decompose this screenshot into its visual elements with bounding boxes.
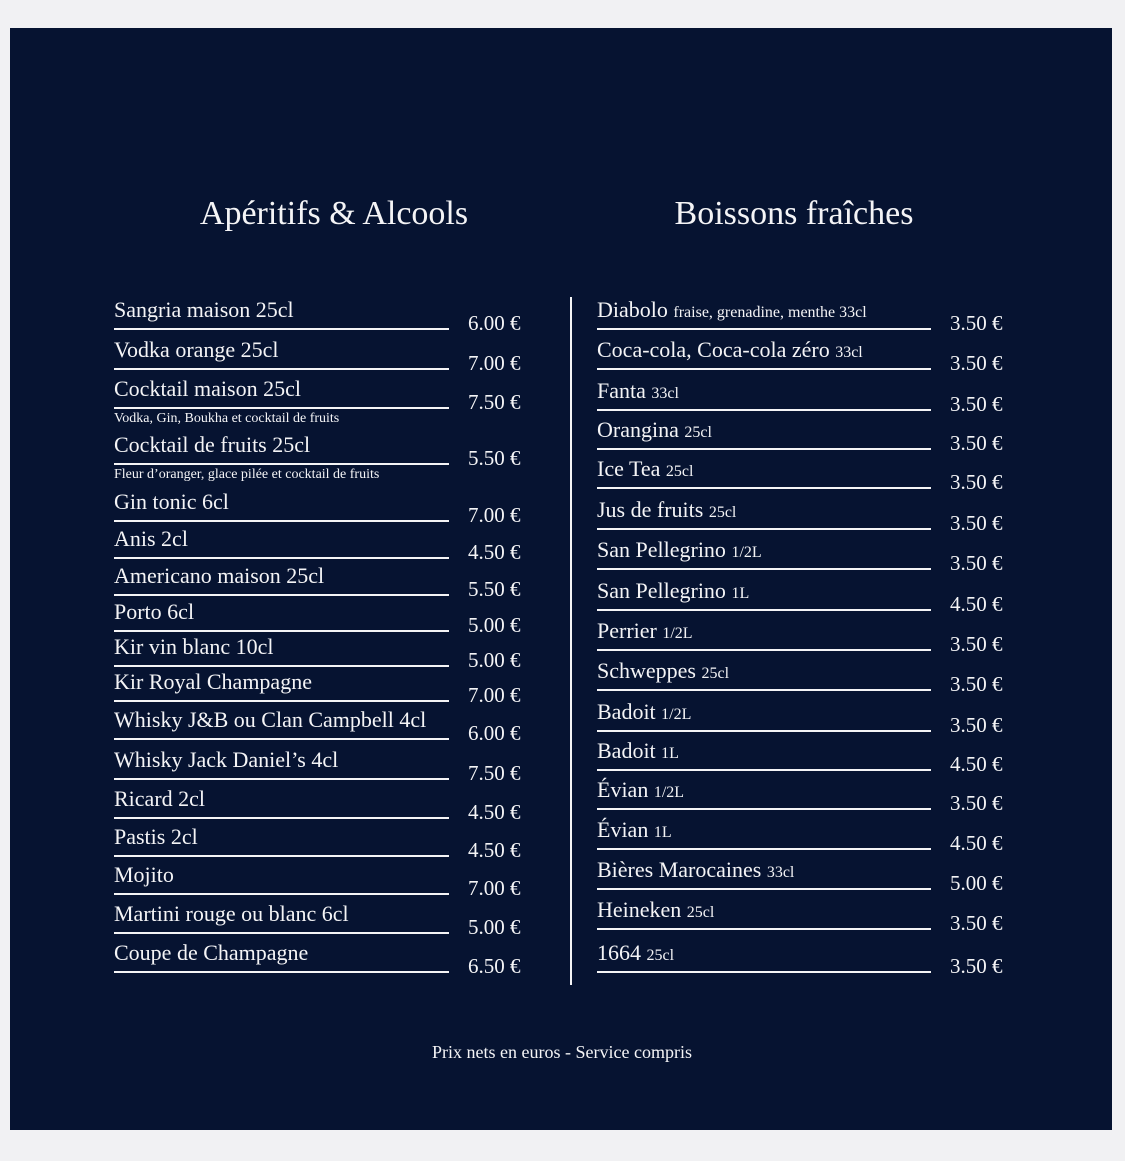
item-name [597, 497, 736, 523]
item-underline [114, 368, 449, 370]
item-name [114, 563, 324, 589]
item-name-text: San Pellegrino [597, 537, 726, 562]
item-price: 3.50 € [950, 713, 1003, 737]
item-name-text: Bières Marocaines [597, 857, 762, 882]
item-name-text: San Pellegrino [597, 578, 726, 603]
item-note: Vodka, Gin, Boukha et cocktail de fruits [114, 411, 340, 426]
item-name-text: 1664 [597, 940, 641, 965]
item-name-text: Cocktail de fruits 25cl [114, 432, 311, 457]
item-underline [597, 448, 931, 450]
item-name-text: Schweppes [597, 658, 696, 683]
item-underline [597, 971, 931, 973]
item-underline [597, 649, 931, 651]
item-name-text: Vodka orange 25cl [114, 337, 279, 362]
item-price: 3.50 € [950, 351, 1003, 375]
item-underline [114, 407, 449, 409]
item-name-text: Martini rouge ou blanc 6cl [114, 901, 349, 926]
item-price: 5.50 € [468, 446, 521, 470]
item-name-text: Fanta [597, 378, 646, 403]
item-underline [597, 928, 931, 930]
item-detail: 1L [653, 824, 672, 841]
item-detail: fraise, grenadine, menthe 33cl [673, 304, 867, 321]
item-underline [597, 769, 931, 771]
item-price: 3.50 € [950, 791, 1003, 815]
item-name [597, 658, 729, 684]
item-price: 3.50 € [950, 431, 1003, 455]
item-name-text: Heineken [597, 897, 682, 922]
item-price: 7.00 € [468, 683, 521, 707]
item-underline [597, 409, 931, 411]
item-price: 5.00 € [468, 648, 521, 672]
item-name-text: Perrier [597, 618, 657, 643]
item-underline [114, 817, 449, 819]
item-name-text: Ricard 2cl [114, 786, 206, 811]
item-price: 4.50 € [468, 838, 521, 862]
item-name-text: Porto 6cl [114, 599, 195, 624]
item-underline [597, 368, 931, 370]
item-underline [114, 520, 449, 522]
item-detail: 25cl [684, 424, 712, 441]
item-name-text: Coupe de Champagne [114, 940, 309, 965]
item-price: 7.50 € [468, 390, 521, 414]
item-underline [114, 328, 449, 330]
item-name-text: Whisky Jack Daniel’s 4cl [114, 747, 339, 772]
item-underline [597, 609, 931, 611]
item-price: 4.50 € [950, 752, 1003, 776]
item-detail: 33cl [766, 864, 795, 881]
item-name [114, 862, 174, 888]
item-underline [597, 328, 931, 330]
item-underline [114, 893, 449, 895]
item-underline [114, 665, 449, 667]
item-underline [597, 848, 931, 850]
item-name-text: Whisky J&B ou Clan Campbell 4cl [114, 707, 427, 732]
item-price: 5.00 € [468, 915, 521, 939]
item-underline [114, 557, 449, 559]
item-price: 5.00 € [468, 613, 521, 637]
item-detail: 25cl [701, 665, 730, 682]
item-name [597, 699, 691, 725]
item-name-text: Coca-cola, Coca-cola zéro [597, 337, 830, 362]
item-price: 5.50 € [468, 577, 521, 601]
item-name-text: Badoit [597, 699, 656, 724]
item-price: 3.50 € [950, 954, 1003, 978]
item-price: 6.00 € [468, 311, 521, 335]
item-name [114, 489, 229, 515]
item-price: 3.50 € [950, 672, 1003, 696]
item-underline [114, 700, 449, 702]
item-underline [597, 528, 931, 530]
item-detail: 1/2L [731, 544, 762, 561]
item-price: 7.00 € [468, 503, 521, 527]
item-detail: 25cl [686, 904, 715, 921]
item-name [597, 417, 712, 443]
item-name [114, 707, 426, 733]
item-name [114, 599, 194, 625]
item-name [114, 376, 301, 402]
item-price: 4.50 € [468, 800, 521, 824]
item-name [114, 432, 310, 458]
item-name-text: Jus de fruits [597, 497, 704, 522]
item-underline [597, 568, 931, 570]
item-name [597, 337, 863, 363]
item-name-text: Évian [597, 817, 649, 842]
item-underline [114, 778, 449, 780]
item-name-text: Cocktail maison 25cl [114, 376, 301, 401]
item-name [597, 857, 794, 883]
item-name [597, 738, 679, 764]
item-name-text: Badoit [597, 738, 656, 763]
item-name [114, 786, 205, 812]
item-underline [114, 932, 449, 934]
item-price: 3.50 € [950, 632, 1003, 656]
item-name-text: Gin tonic 6cl [114, 489, 229, 514]
item-underline [114, 463, 449, 465]
item-price: 4.50 € [950, 831, 1003, 855]
item-name [597, 297, 867, 323]
item-name-text: Sangria maison 25cl [114, 297, 294, 322]
section-title-aperitifs: Apéritifs & Alcools [199, 195, 469, 232]
item-price: 3.50 € [950, 911, 1003, 935]
item-name [597, 456, 693, 482]
item-underline [597, 888, 931, 890]
item-price: 7.00 € [468, 876, 521, 900]
item-price: 6.00 € [468, 721, 521, 745]
item-name [114, 634, 273, 660]
item-price: 6.50 € [468, 954, 521, 978]
item-name [597, 940, 674, 966]
item-name-text: Anis 2cl [114, 526, 188, 551]
item-name-text: Pastis 2cl [114, 824, 198, 849]
item-name-text: Orangina [597, 417, 679, 442]
item-detail: 25cl [708, 504, 737, 521]
item-name [597, 817, 672, 843]
column-divider [570, 297, 572, 985]
item-detail: 25cl [646, 947, 675, 964]
item-name [597, 777, 684, 803]
item-detail: 1L [661, 745, 679, 762]
item-name [597, 618, 693, 644]
item-underline [114, 971, 449, 973]
item-price: 3.50 € [950, 311, 1003, 335]
item-detail: 25cl [665, 463, 694, 480]
item-price: 7.50 € [468, 761, 521, 785]
item-detail: 1/2L [653, 784, 685, 801]
item-price: 3.50 € [950, 470, 1003, 494]
item-name-text: Kir Royal Champagne [114, 669, 312, 694]
item-name [597, 537, 762, 563]
item-name-text: Kir vin blanc 10cl [114, 634, 274, 659]
item-underline [597, 689, 931, 691]
item-name [114, 940, 308, 966]
item-name [114, 901, 349, 927]
item-detail: 1/2L [661, 706, 692, 723]
item-name [114, 824, 198, 850]
item-underline [597, 730, 931, 732]
item-price: 3.50 € [950, 392, 1003, 416]
item-name-text: Mojito [114, 862, 174, 887]
item-detail: 33cl [651, 385, 679, 402]
item-name [114, 297, 294, 323]
item-price: 3.50 € [950, 551, 1003, 575]
item-name [597, 378, 679, 404]
item-name [114, 337, 279, 363]
item-underline [597, 487, 931, 489]
item-underline [114, 630, 449, 632]
item-underline [114, 738, 449, 740]
item-price: 4.50 € [468, 540, 521, 564]
item-name [114, 526, 188, 552]
item-underline [114, 594, 449, 596]
item-price: 5.00 € [950, 871, 1003, 895]
item-name-text: Diabolo [597, 297, 668, 322]
section-title-boissons: Boissons fraîches [674, 195, 914, 232]
item-price: 7.00 € [468, 351, 521, 375]
item-name-text: Americano maison 25cl [114, 563, 325, 588]
item-detail: 1/2L [662, 625, 693, 642]
footer-note: Prix nets en euros - Service compris [432, 1042, 692, 1062]
item-name-text: Ice Tea [597, 456, 661, 481]
item-detail: 33cl [835, 344, 863, 361]
item-price: 4.50 € [950, 592, 1003, 616]
item-name [597, 897, 714, 923]
item-note: Fleur d’oranger, glace pilée et cocktail de fruits [114, 467, 380, 482]
item-name [597, 578, 749, 604]
item-price: 3.50 € [950, 511, 1003, 535]
item-detail: 1L [731, 585, 750, 602]
item-name-text: Évian [597, 777, 649, 802]
item-name [114, 747, 338, 773]
item-name [114, 669, 312, 695]
item-underline [114, 855, 449, 857]
item-underline [597, 808, 931, 810]
